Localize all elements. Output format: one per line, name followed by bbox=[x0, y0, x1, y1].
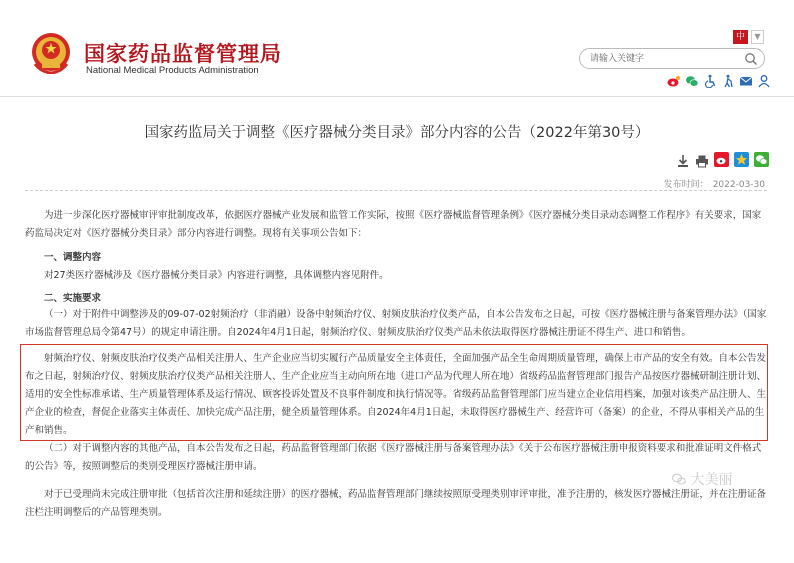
paragraph-requirement-3: 对于已受理尚未完成注册审批（包括首次注册和延续注册）的医疗器械，药品监督管理部门继续按照原受理类别审评审批，准予注册的，核发医疗器械注册证，并在注册证备注栏注明调整后的产品管理类别。 bbox=[25, 489, 767, 518]
content-divider bbox=[25, 190, 767, 191]
language-dropdown-button[interactable]: ▼ bbox=[751, 30, 764, 44]
search-input[interactable] bbox=[590, 50, 740, 67]
share-wechat-icon[interactable] bbox=[754, 152, 769, 167]
site-header bbox=[0, 0, 794, 97]
watermark bbox=[672, 469, 732, 489]
wechat-icon[interactable] bbox=[685, 73, 699, 87]
article-title: 国家药监局关于调整《医疗器械分类目录》部分内容的公告（2022年第30号） bbox=[144, 125, 650, 141]
publish-date-label: 发布时间： bbox=[663, 180, 709, 190]
print-icon[interactable] bbox=[695, 153, 709, 167]
weibo-icon[interactable] bbox=[667, 73, 681, 87]
download-icon[interactable] bbox=[676, 153, 690, 167]
search-box bbox=[579, 48, 765, 69]
section-heading-requirements: 二、实施要求 bbox=[44, 293, 102, 304]
national-emblem-icon bbox=[31, 32, 71, 74]
accessibility-icon[interactable] bbox=[703, 73, 717, 87]
watermark-text: 大美丽 bbox=[690, 472, 733, 488]
share-qzone-icon[interactable] bbox=[734, 152, 749, 167]
section-heading-adjustment: 一、调整内容 bbox=[44, 252, 102, 263]
header-divider bbox=[0, 96, 794, 97]
watermark-wechat-icon bbox=[672, 473, 686, 485]
language-chinese-button[interactable]: 中 bbox=[733, 30, 748, 44]
site-title-en[interactable]: National Medical Products Administration bbox=[86, 65, 259, 76]
user-icon[interactable] bbox=[757, 73, 771, 87]
paragraph-requirement-highlighted: 射频治疗仪、射频皮肤治疗仪类产品相关注册人、生产企业应当切实履行产品质量安全主体责任，全面加强产品全生命周期质量管理，确保上市产品的安全有效。自本公告发布之日起，射频治疗仪、射频皮肤治疗仪类产品相关注册人、生产企业应当主动向所在地（进口产品为代理人所在地）省级药品监督管理部门报告产品按医疗器械研制注册计划、适用的安全性标准承诺、生产质量管理体系及运行情况、顾客投诉处置及不良事件制度和执行情况等。省级药品监督管理部门应当建立企业信用档案，加强对该类产品注册人、生产企业的检查，督促企业落实主体责任、加快完成产品注册，健全质量管理体系。自2024年4月1日起，未取得医疗器械生产、经营许可（备案）的企业，不得从事相关产品的生产和销售。 bbox=[25, 353, 767, 436]
paragraph-adjustment: 对27类医疗器械涉及《医疗器械分类目录》内容进行调整，具体调整内容见附件。 bbox=[44, 270, 389, 281]
header-icon-row bbox=[667, 73, 771, 87]
elderly-mode-icon[interactable] bbox=[721, 73, 735, 87]
share-weibo-icon[interactable] bbox=[714, 152, 729, 167]
paragraph-requirement-1: （一）对于附件中调整涉及的09-07-02射频治疗（非消融）设备中射频治疗仪、射频皮肤治疗仪类产品，自本公告发布之日起，可按《医疗器械注册与备案管理办法》（国家市场监督管理总局令第47号）的规定申请注册。自2024年4月1日起，射频治疗仪、射频皮肤治疗仪类产品未依法取得医疗器械注册证不得生产、进口和销售。 bbox=[25, 309, 767, 338]
publish-date bbox=[664, 177, 765, 190]
paragraph-intro: 为进一步深化医疗器械审评审批制度改革，依据医疗器械产业发展和监管工作实际，按照《医疗器械监督管理条例》《医疗器械分类目录动态调整工作程序》有关要求，国家药监局决定对《医疗器械分类目录》部分内容进行调整。现将有关事项公告如下： bbox=[25, 210, 762, 239]
site-title-cn[interactable]: 国家药品监督管理局 bbox=[84, 42, 282, 66]
paragraph-requirement-2: （二）对于调整内容的其他产品，自本公告发布之日起，药品监督管理部门依据《医疗器械注册与备案管理办法》《关于公布医疗器械注册申报资料要求和批准证明文件格式的公告》等，按照调整后的类别受理医疗器械注册申请。 bbox=[25, 443, 762, 472]
highlight-box bbox=[20, 344, 768, 441]
mail-icon[interactable] bbox=[739, 73, 753, 87]
article-tools bbox=[676, 152, 769, 167]
search-icon[interactable] bbox=[744, 52, 758, 66]
publish-date-value: 2022-03-30 bbox=[712, 180, 765, 190]
